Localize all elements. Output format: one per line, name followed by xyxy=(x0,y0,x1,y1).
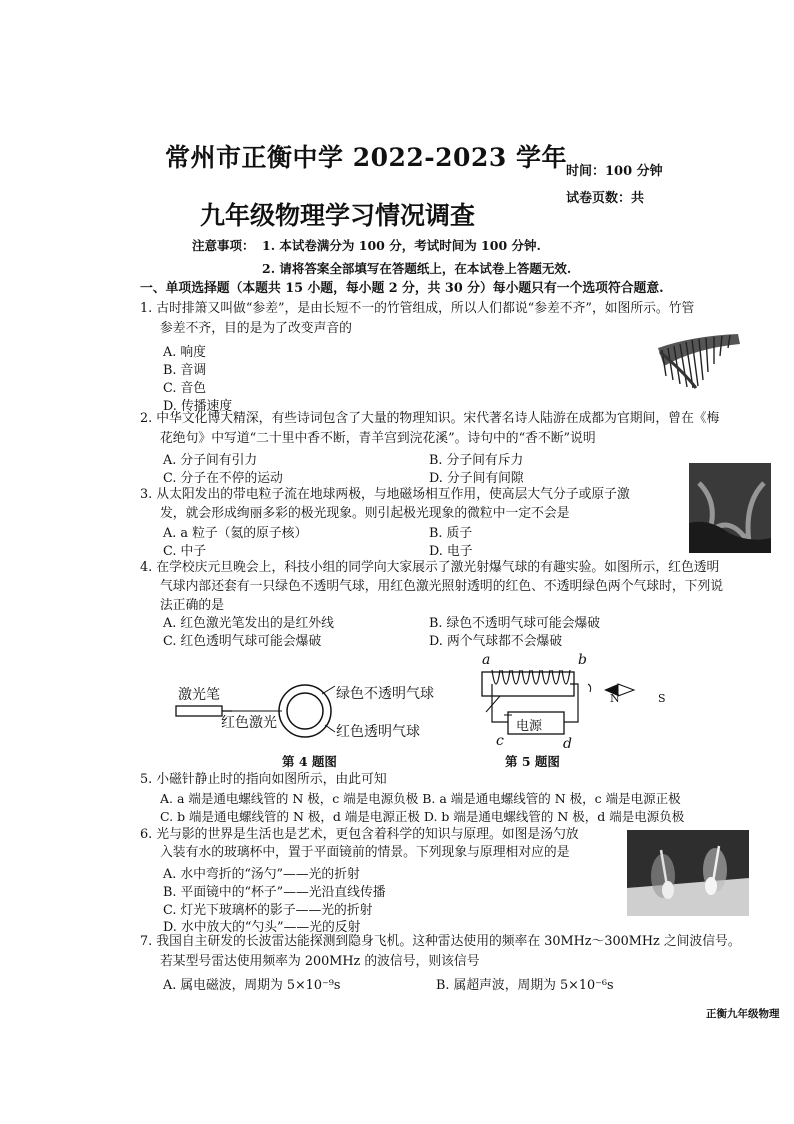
fig5-label-s: S xyxy=(658,692,666,705)
q3-option-b: B. 质子 xyxy=(429,526,473,541)
section-heading: 一、单项选择题（本题共 15 小题，每小题 2 分，共 30 分）每小题只有一个选项符合题意. xyxy=(140,281,664,296)
fig5-label-c: c xyxy=(496,733,504,749)
q2-line1: 2. 中华文化博大精深，有些诗词包含了大量的物理知识。宋代著名诗人陆游在成都为官期间，曾在《梅 xyxy=(140,411,720,426)
q4-line3: 法正确的是 xyxy=(160,598,224,613)
q1-line2: 参差不齐，目的是为了改变声音的 xyxy=(160,321,352,336)
q2-option-c: C. 分子在不停的运动 xyxy=(163,471,283,486)
exam-title: 九年级物理学习情况调查 xyxy=(200,201,476,230)
q7-line2: 若某型号雷达使用频率为 200MHz 的波信号，则该信号 xyxy=(160,954,480,969)
q3-line2: 发，就会形成绚丽多彩的极光现象。则引起极光现象的微粒中一定不会是 xyxy=(160,506,570,521)
q3-line1: 3. 从太阳发出的带电粒子流在地球两极，与地磁场相互作用，使高层大气分子或原子激 xyxy=(140,487,630,502)
q2-option-a: A. 分子间有引力 xyxy=(163,453,258,468)
notice-item-1: 1. 本试卷满分为 100 分，考试时间为 100 分钟. xyxy=(262,238,541,253)
q4-option-a: A. 红色激光笔发出的是红外线 xyxy=(163,616,334,631)
q7-line1: 7. 我国自主研发的长波雷达能探测到隐身飞机。这种雷达使用的频率在 30MHz～300MHz 之间波信号。 xyxy=(140,934,741,949)
q3-option-c: C. 中子 xyxy=(163,544,207,559)
fig4-laser-label: 红色激光 xyxy=(221,715,277,731)
q6-option-a: A. 水中弯折的“汤勺”——光的折射 xyxy=(163,867,360,882)
q1-option-d: D. 传播速度 xyxy=(163,399,233,414)
exam-time: 时间：100 分钟 xyxy=(566,164,663,179)
q1-option-c: C. 音色 xyxy=(163,381,207,396)
q6-line1: 6. 光与影的世界是生活也是艺术，更包含着科学的知识与原理。如图是汤勺放 xyxy=(140,827,579,842)
notice-label: 注意事项： xyxy=(192,238,255,253)
fig4-red-balloon-label: 红色透明气球 xyxy=(336,724,420,740)
q4-line1: 4. 在学校庆元旦晚会上，科技小组的同学向大家展示了激光射爆气球的有趣实验。如图所示，红色透明 xyxy=(140,560,720,575)
q2-option-b: B. 分子间有斥力 xyxy=(429,453,524,468)
q1-line1: 1. 古时排箫又叫做“参差”，是由长短不一的竹管组成，所以人们都说“参差不齐”，如图所示。竹管 xyxy=(140,301,695,316)
q7-option-a: A. 属电磁波，周期为 5×10⁻⁹s xyxy=(163,978,341,993)
page-count: 试卷页数：共 xyxy=(566,191,645,206)
fig5-label-b: b xyxy=(578,652,587,668)
q5-options-cd: C. b 端是通电螺线管的 N 极，d 端是电源正极 D. b 端是通电螺线管的 N 极，d 端是电源负极 xyxy=(160,809,685,824)
spoon-glass-image xyxy=(627,830,749,916)
fig5-label-n: N xyxy=(610,692,620,705)
q4-option-c: C. 红色透明气球可能会爆破 xyxy=(163,634,322,649)
q3-option-a: A. a 粒子（氦的原子核） xyxy=(163,526,308,541)
fig5-caption: 第 5 题图 xyxy=(505,754,560,769)
school-title: 常州市正衡中学 2022-2023 学年 xyxy=(165,143,567,172)
fig5-power-source: 电源 xyxy=(516,719,543,734)
q4-option-b: B. 绿色不透明气球可能会爆破 xyxy=(429,616,601,631)
fig4-green-balloon-label: 绿色不透明气球 xyxy=(336,686,434,702)
q4-option-d: D. 两个气球都不会爆破 xyxy=(429,634,563,649)
q5-line1: 5. 小磁针静止时的指向如图所示，由此可知 xyxy=(140,772,387,787)
q3-option-d: D. 电子 xyxy=(429,544,473,559)
pan-flute-image xyxy=(652,330,744,392)
q1-option-a: A. 响度 xyxy=(163,345,206,360)
q7-option-b: B. 属超声波，周期为 5×10⁻⁶s xyxy=(436,978,614,993)
footer-label: 正衡九年级物理 xyxy=(706,1008,780,1020)
q2-option-d: D. 分子间有间隙 xyxy=(429,471,524,486)
q6-line2: 入装有水的玻璃杯中，置于平面镜前的情景。下列现象与原理相对应的是 xyxy=(160,845,570,860)
q5-options-ab: A. a 端是通电螺线管的 N 极，c 端是电源负极 B. a 端是通电螺线管的 N 极，c 端是电源正极 xyxy=(160,791,681,806)
q6-option-b: B. 平面镜中的“杯子”——光沿直线传播 xyxy=(163,885,386,900)
fig4-caption: 第 4 题图 xyxy=(282,754,337,769)
fig4-pen-label: 激光笔 xyxy=(178,687,220,703)
notice-item-2: 2. 请将答案全部填写在答题纸上，在本试卷上答题无效. xyxy=(262,261,572,276)
aurora-image xyxy=(689,463,771,553)
fig5-label-d: d xyxy=(563,736,572,752)
q6-option-d: D. 水中放大的“勺头”——光的反射 xyxy=(163,920,361,935)
q4-line2: 气球内部还套有一只绿色不透明气球，用红色激光照射透明的红色、不透明绿色两个气球时，下列说 xyxy=(160,579,724,594)
fig5-label-a: a xyxy=(482,652,491,668)
q2-line2: 花绝句》中写道“二十里中香不断，青羊宫到浣花溪”。诗句中的“香不断”说明 xyxy=(160,431,596,446)
q6-option-c: C. 灯光下玻璃杯的影子——光的折射 xyxy=(163,903,373,918)
q1-option-b: B. 音调 xyxy=(163,363,207,378)
